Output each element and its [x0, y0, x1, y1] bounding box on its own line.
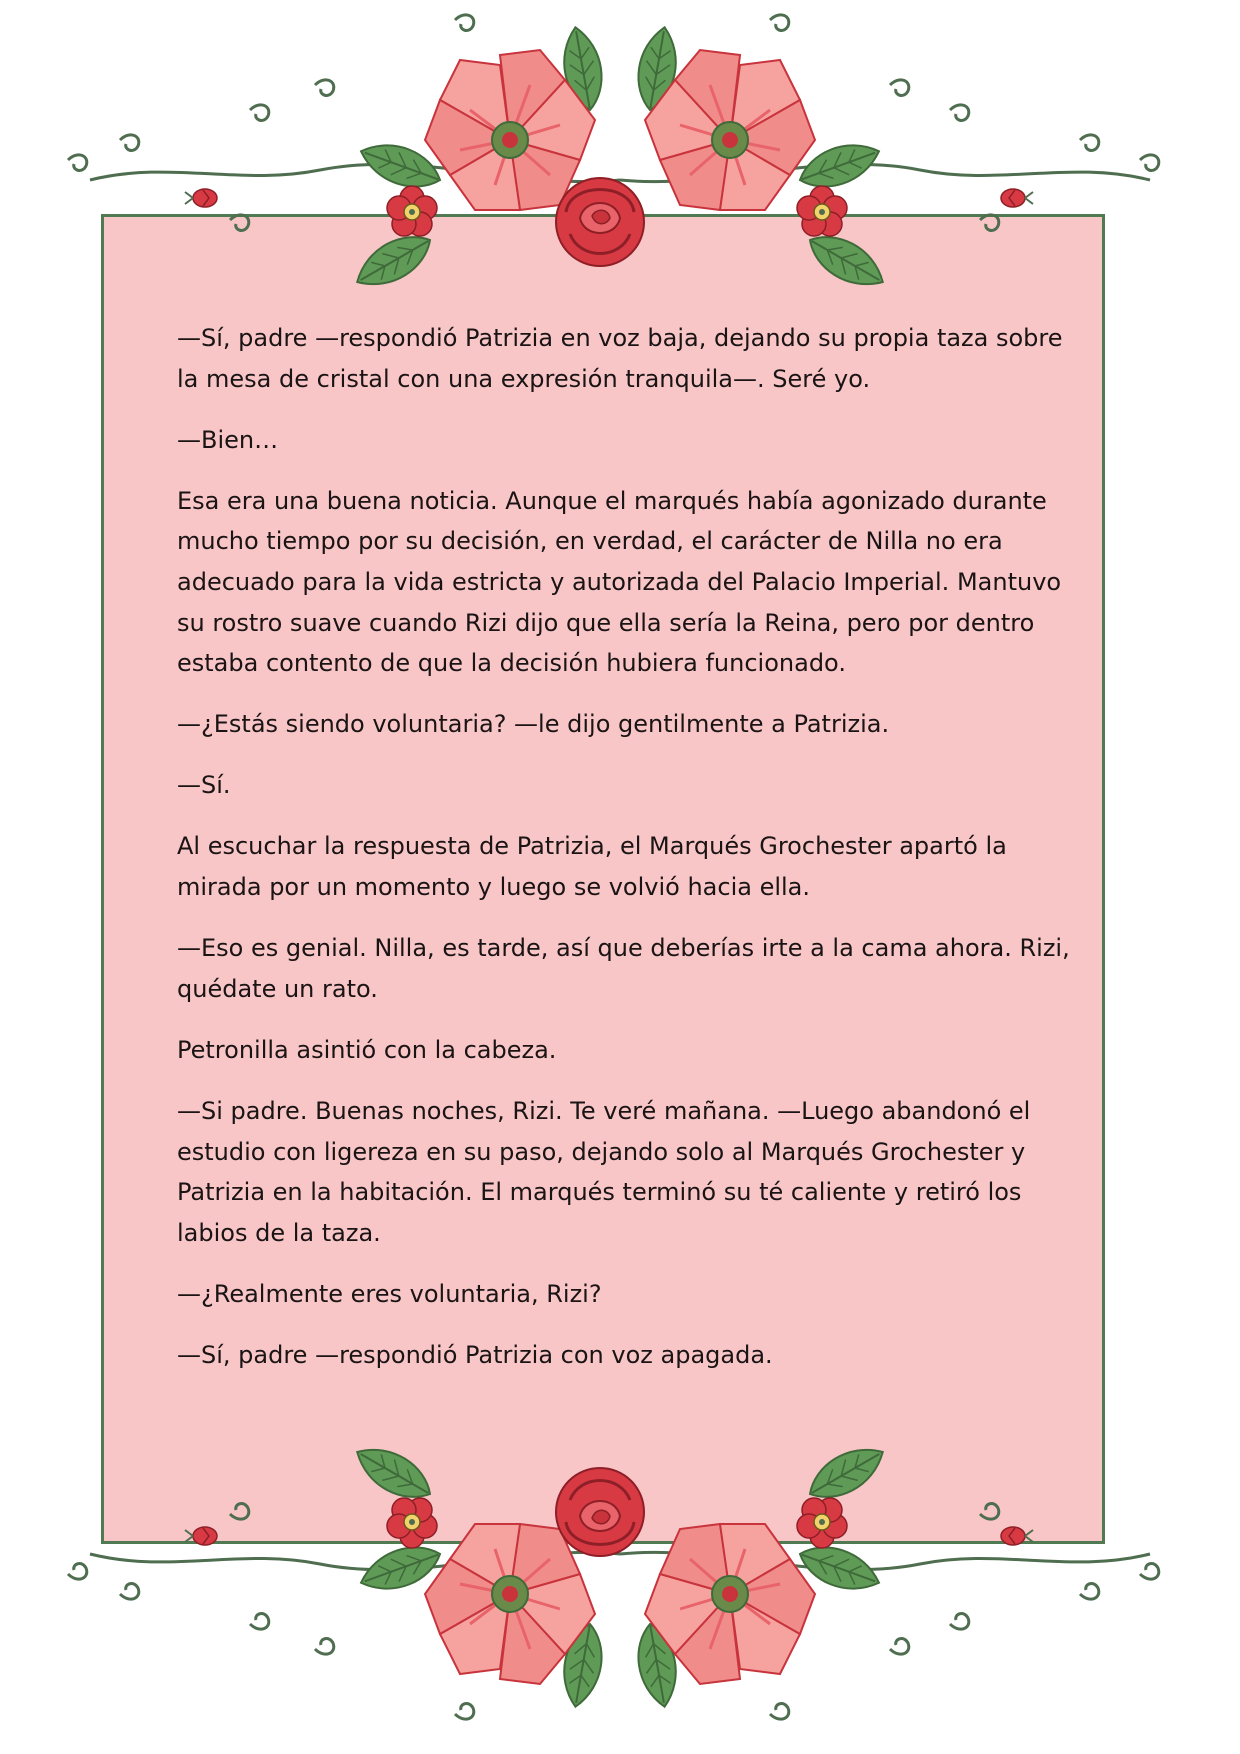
paragraph: Al escuchar la respuesta de Patrizia, el Marqués Grochester apartó la mirada por un momento y luego se volvió hacia ella. — [177, 832, 1007, 902]
document-text — [177, 318, 1077, 1396]
paragraph: —¿Estás siendo voluntaria? —le dijo gentilmente a Patrizia. — [177, 710, 890, 739]
paragraph: Esa era una buena noticia. Aunque el marqués había agonizado durante mucho tiempo por su decisión, en verdad, el carácter de Nilla no era adecuado para la vida estricta y autorizada del Palacio Imperial. Mantuvo su rostro suave cuando Rizi dijo que ella sería la Reina, pero por dentro estaba contento de que la decisión hubiera funcionado. — [177, 486, 1062, 678]
paragraph: —Si padre. Buenas noches, Rizi. Te veré mañana. —Luego abandonó el estudio con ligereza en su paso, dejando solo al Marqués Grochester y Patrizia en la habitación. El marqués terminó su té caliente y retiró los labios de la taza. — [177, 1096, 1031, 1247]
paragraph: —Eso es genial. Nilla, es tarde, así que deberías irte a la cama ahora. Rizi, quédate un rato. — [177, 934, 1070, 1003]
paragraph: —Sí, padre —respondió Patrizia con voz apagada. — [177, 1340, 773, 1369]
paragraph: —¿Realmente eres voluntaria, Rizi? — [177, 1279, 602, 1308]
paragraph: —Bien… — [177, 425, 279, 454]
paragraph: —Sí. — [177, 771, 231, 800]
paragraph: —Sí, padre —respondió Patrizia en voz baja, dejando su propia taza sobre la mesa de cristal con una expresión tranquila—. Seré yo. — [177, 324, 1063, 393]
paragraph: Petronilla asintió con la cabeza. — [177, 1035, 557, 1064]
